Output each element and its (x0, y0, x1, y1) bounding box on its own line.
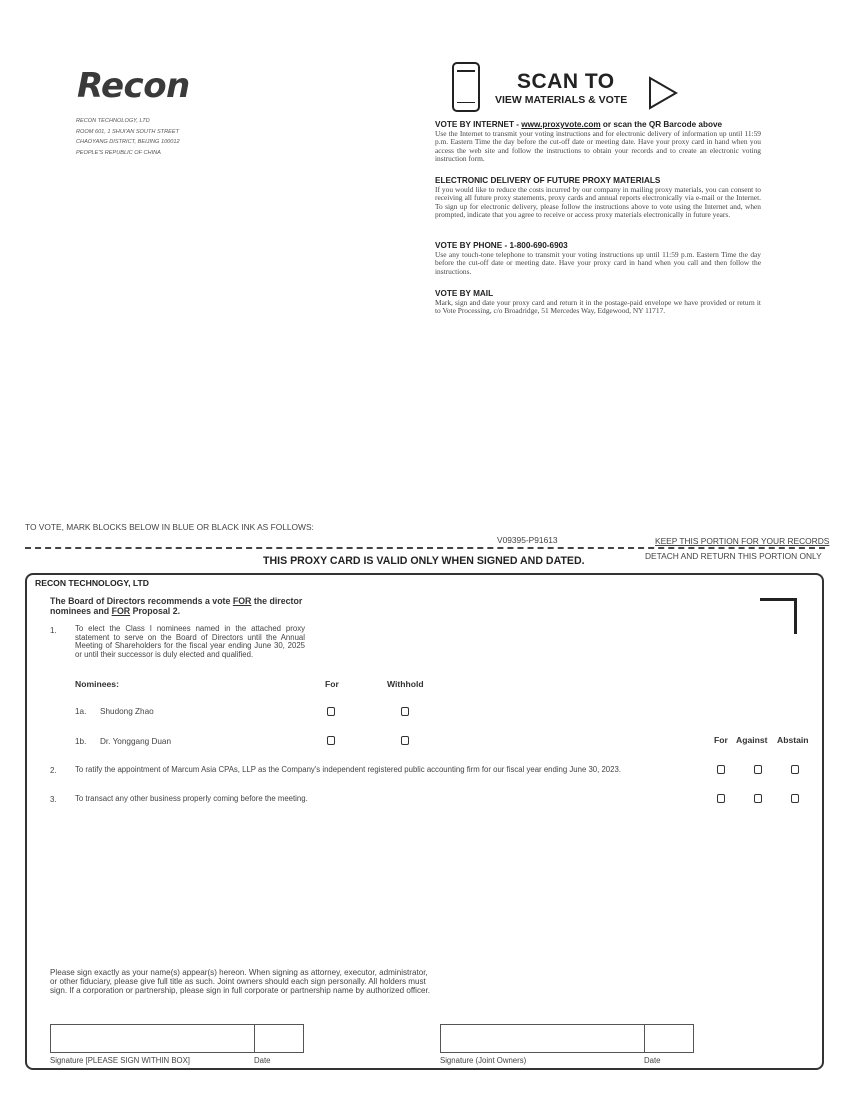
electronic-delivery-section (435, 176, 761, 219)
proposal-against-header: Against (736, 735, 768, 745)
proposal-for-header: For (714, 735, 728, 745)
nominees-label: Nominees: (75, 679, 119, 689)
scan-title: SCAN TO (517, 70, 615, 93)
item-1-number: 1. (50, 626, 57, 635)
checkbox-1b-for[interactable] (327, 736, 335, 745)
detach-portion-label: DETACH AND RETURN THIS PORTION ONLY (645, 551, 822, 561)
checkbox-1a-withhold[interactable] (401, 707, 409, 716)
joint-date-caption: Date (644, 1056, 661, 1065)
checkbox-3-for[interactable] (717, 794, 725, 803)
smartphone-icon (452, 62, 480, 112)
vote-phone-body: Use any touch-tone telephone to transmit your voting instructions up until 11:59 p.m. Eastern Time the day before the cut-off date or meeting date. Have your proxy card in hand when you call and then follow the instructions. (435, 250, 761, 276)
marking-instructions: TO VOTE, MARK BLOCKS BELOW IN BLUE OR BLACK INK AS FOLLOWS: (25, 522, 314, 532)
item-1-text: To elect the Class I nominees named in the attached proxy statement to serve on the Board of Directors until the Annual Meeting of Shareholders for the fiscal year ending June 30, 2025 or until their successor is duly elected and qualified. (75, 624, 305, 659)
checkbox-1a-for[interactable] (327, 707, 335, 716)
checkbox-2-against[interactable] (754, 765, 762, 774)
signing-instructions: Please sign exactly as your name(s) appear(s) hereon. When signing as attorney, executor, administrator, or other fiduciary, please give full title as such. Joint owners should each sign personally. All holders must sign. If a corporation or partnership, please sign in full corporate or partnership name by authorized officer. (50, 968, 431, 996)
board-recommendation: The Board of Directors recommends a vote FOR the director nominees and FOR Proposal 2. (50, 596, 303, 616)
nominee-number: 1a. (75, 707, 87, 716)
proxyvote-link[interactable]: www.proxyvote.com (521, 120, 601, 129)
address-line: CHAOYANG DISTRICT, BEIJING 100012 (76, 139, 180, 145)
item-3-number: 3. (50, 795, 57, 804)
signature-caption: Signature [PLEASE SIGN WITHIN BOX] (50, 1056, 190, 1065)
item-2-text: To ratify the appointment of Marcum Asia CPAs, LLP as the Company's independent registered public accounting firm for our fiscal year ending June 30, 2023. (75, 765, 621, 774)
joint-signature-box[interactable] (440, 1024, 645, 1053)
company-logo: Recon (77, 66, 190, 106)
item-2-number: 2. (50, 766, 57, 775)
vote-internet-title: VOTE BY INTERNET - www.proxyvote.com or scan the QR Barcode above (435, 120, 723, 129)
electronic-delivery-body: If you would like to reduce the costs incurred by our company in mailing proxy materials, you can consent to receiving all future proxy statements, proxy cards and annual reports electronically via e-mail or the Internet. To sign up for electronic delivery, please follow the instructions above to vote using the Internet and, when prompted, indicate that you agree to receive or access proxy materials electronically in future years. (435, 185, 761, 219)
checkbox-1b-withhold[interactable] (401, 736, 409, 745)
vote-phone-title: VOTE BY PHONE - 1-800-690-6903 (435, 241, 568, 250)
item-3-text: To transact any other business properly coming before the meeting. (75, 794, 308, 803)
date-caption: Date (254, 1056, 271, 1065)
play-arrow-icon (648, 76, 678, 110)
electronic-delivery-title: ELECTRONIC DELIVERY OF FUTURE PROXY MATERIALS (435, 176, 661, 185)
control-code: V09395-P91613 (497, 535, 558, 545)
vote-internet-body: Use the Internet to transmit your voting instructions and for electronic delivery of information up until 11:59 p.m. Eastern Time the day before the cut-off date or meeting date. Have your proxy card in hand when you access the web site and follow the instructions to obtain your records and to create an electronic voting instruction form. (435, 129, 761, 163)
date-box[interactable] (254, 1024, 304, 1053)
keep-portion-label: KEEP THIS PORTION FOR YOUR RECORDS (655, 536, 830, 546)
address-line: ROOM 601, 1 SHUI'AN SOUTH STREET (76, 128, 180, 135)
checkbox-2-abstain[interactable] (791, 765, 799, 774)
valid-notice: THIS PROXY CARD IS VALID ONLY WHEN SIGNED AND DATED. (263, 555, 585, 567)
checkbox-2-for[interactable] (717, 765, 725, 774)
vote-phone-section (435, 241, 761, 276)
withhold-column-header: Withhold (387, 679, 424, 689)
signature-box[interactable] (50, 1024, 255, 1053)
proposal-abstain-header: Abstain (777, 735, 809, 745)
joint-signature-caption: Signature (Joint Owners) (440, 1056, 527, 1065)
vote-mail-title: VOTE BY MAIL (435, 289, 494, 298)
address-line: RECON TECHNOLOGY, LTD (76, 118, 150, 124)
vote-mail-body: Mark, sign and date your proxy card and return it in the postage-paid envelope we have provided or return it to Vote Processing, c/o Broadridge, 51 Mercedes Way, Edgewood, NY 11717. (435, 298, 761, 316)
address-line: PEOPLE'S REPUBLIC OF CHINA (76, 149, 161, 156)
scan-subtitle: VIEW MATERIALS & VOTE (495, 94, 628, 106)
nominee-name: Shudong Zhao (100, 707, 154, 716)
nominee-name: Dr. Yonggang Duan (100, 737, 172, 746)
vote-internet-section (435, 120, 761, 163)
joint-date-box[interactable] (644, 1024, 694, 1053)
nominee-number: 1b. (75, 737, 87, 746)
checkbox-3-abstain[interactable] (791, 794, 799, 803)
company-address (76, 116, 180, 158)
vote-mail-section (435, 289, 761, 316)
checkbox-3-against[interactable] (754, 794, 762, 803)
registration-corner-mark (760, 598, 797, 634)
card-company-name: RECON TECHNOLOGY, LTD (35, 578, 149, 588)
for-column-header: For (325, 679, 339, 689)
detach-cut-line (25, 547, 825, 549)
